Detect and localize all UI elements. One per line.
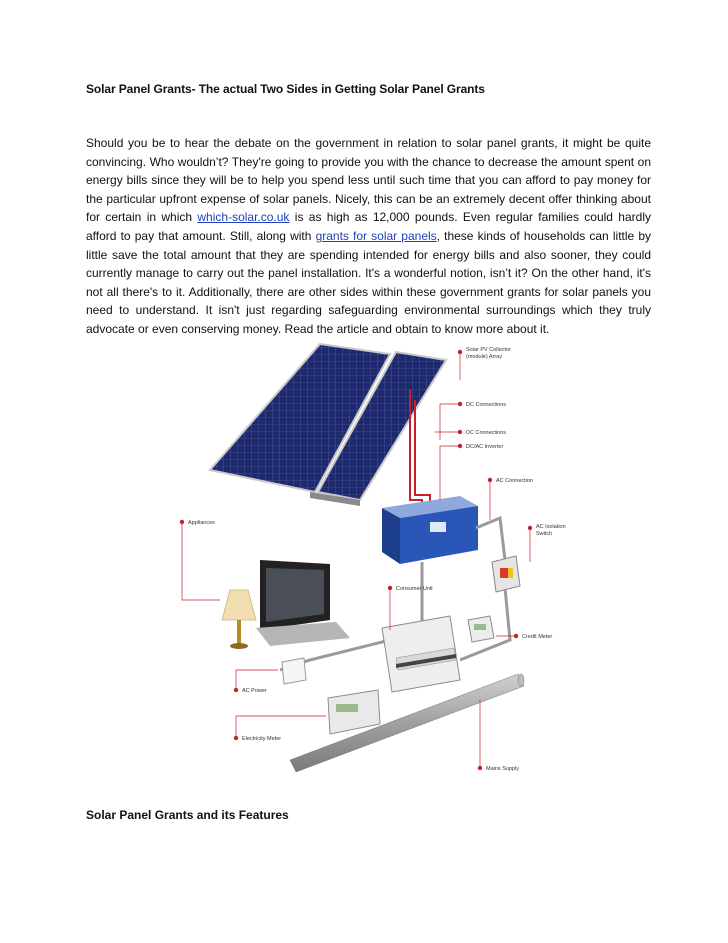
which-solar-link[interactable]: which-solar.co.uk [197, 210, 290, 225]
paragraph-text-1: Should you be to hear the debate on the government in relation to solar panel grants, it might be quite convincing. Who wouldn’t? They're going to provide you with the chance to decrease the amount spent on energy bills since they will be to help you spend less until such time that you can afford to pay money for the particular upfront expense of solar panels. Nicely, this can be an extremely decent offer thinking about for certain in which [86, 136, 651, 225]
paragraph-text-3: , these kinds of households can little by little save the total amount that they are spending intended for energy bills and also sooner, they could currently manage to carry out the panel installation. It's a wonderful notion, isn’t it? On the other hand, it's not all there's to it. Additionally, there are other sides within these government grants for solar panels you need to understand. It isn't just regarding safeguarding environmental surroundings which they truly advocate or even conserving money. Read the article and obtain to know more about it. [86, 228, 651, 336]
label-isolation-2: Switch [536, 531, 553, 537]
label-mains-supply: Mains Supply [486, 766, 520, 772]
label-ac-connection: AC Connection [496, 478, 533, 484]
ac-power-socket [282, 658, 306, 684]
label-appliances: Appliances [188, 520, 215, 526]
paragraph-text-2: is as high as 12,000 pounds. Even regular families could hardly afford to pay that amount. Still, along with [86, 210, 651, 243]
electricity-meter [328, 690, 380, 734]
label-ac-power: AC Power [242, 688, 267, 694]
label-dc-connections-2: DC Connections [466, 430, 507, 436]
document-title: Solar Panel Grants- The actual Two Sides in Getting Solar Panel Grants [86, 82, 485, 96]
section-subheading: Solar Panel Grants and its Features [86, 808, 289, 822]
solar-system-diagram [160, 340, 650, 780]
label-dc-connections-1: DC Connections [466, 402, 507, 408]
grants-for-solar-panels-link[interactable]: grants for solar panels [315, 228, 437, 243]
label-consumer-unit: Consumer Unit [396, 586, 433, 592]
tv-appliance [256, 560, 350, 646]
label-collector-1: Solar PV Collector [466, 347, 511, 353]
isolation-switch [492, 556, 520, 592]
label-collector-2: (module) Array [466, 354, 503, 360]
consumer-unit [382, 616, 460, 692]
label-credit-meter: Credit Meter [522, 634, 553, 640]
label-electricity-meter: Electricity Meter [242, 736, 282, 742]
label-inverter: DC/AC Inverter [466, 444, 504, 450]
inverter-unit [382, 496, 478, 564]
body-paragraph [86, 134, 651, 339]
lamp-appliance [222, 590, 256, 649]
label-isolation-1: AC Isolation [536, 524, 566, 530]
credit-meter [468, 616, 494, 642]
